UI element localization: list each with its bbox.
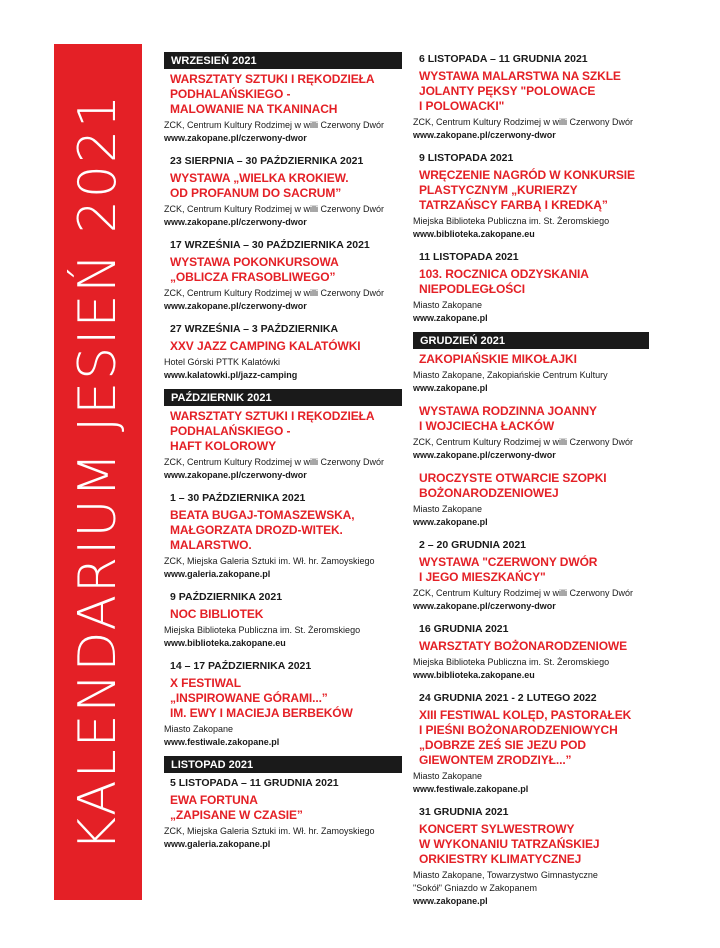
event-title-line: „ZAPISANE W CZASIE”	[170, 808, 303, 822]
page-title: KALENDARIUM JESIEŃ 2021	[68, 92, 128, 852]
event-title-line: PODHALAŃSKIEGO -	[170, 87, 291, 101]
event-item	[164, 409, 402, 482]
event-date: 1 – 30 PAŹDZIERNIKA 2021	[170, 492, 306, 504]
event-item	[413, 352, 649, 395]
event-title	[164, 255, 402, 285]
event-venue	[164, 119, 402, 132]
event-list	[164, 409, 402, 749]
event-venue	[413, 369, 649, 382]
event-list	[164, 72, 402, 382]
event-title-line: WYSTAWA POKONKURSOWA	[170, 255, 339, 269]
event-title-line: PLASTYCZNYM „KURIERZY	[419, 183, 578, 197]
event-title-line: WYSTAWA "CZERWONY DWÓR	[419, 555, 598, 569]
event-link[interactable]: www.zakopane.pl/czerwony-dwor	[164, 133, 307, 143]
event-item	[164, 238, 402, 313]
event-title-line: I WOJCIECHA ŁACKÓW	[419, 419, 555, 433]
event-title-line: NOC BIBLIOTEK	[170, 607, 264, 621]
event-venue-line: Hotel Górski PTTK Kalatówki	[164, 357, 281, 367]
event-title-line: I POLOWACKI"	[419, 99, 505, 113]
event-title	[164, 409, 402, 454]
event-venue-line: Miasto Zakopane	[164, 724, 234, 734]
event-title-line: IM. EWY I MACIEJA BERBEKÓW	[170, 706, 353, 720]
event-link[interactable]: www.zakopane.pl/czerwony-dwor	[164, 301, 307, 311]
event-title-line: JOLANTY PĘKSY "POLOWACE	[419, 84, 596, 98]
event-title-line: UROCZYSTE OTWARCIE SZOPKI	[419, 471, 607, 485]
event-title-line: BOŻONARODZENIOWEJ	[419, 486, 559, 500]
month-header: GRUDZIEŃ 2021	[413, 332, 649, 349]
event-title-line: „DOBRZE ZEŚ SIE JEZU POD	[419, 738, 586, 752]
event-venue-line: ZCK, Centrum Kultury Rodzimej w willi Czerwony Dwór	[164, 120, 385, 130]
event-title-line: „OBLICZA FRASOBLIWEGO”	[170, 270, 336, 284]
event-item	[413, 404, 649, 462]
event-link[interactable]: www.festiwale.zakopane.pl	[164, 737, 280, 747]
event-link[interactable]: www.zakopane.pl/czerwony-dwor	[164, 217, 307, 227]
event-venue	[164, 723, 402, 736]
event-title-line: WYSTAWA RODZINNA JOANNY	[419, 404, 597, 418]
event-venue-line: Miasto Zakopane, Towarzystwo Gimnastyczne	[413, 870, 598, 880]
event-venue-line: Miejska Biblioteka Publiczna im. St. Żeromskiego	[413, 216, 610, 226]
event-date: 16 GRUDNIA 2021	[419, 623, 509, 635]
event-title	[164, 508, 402, 553]
event-link[interactable]: www.zakopane.pl	[413, 517, 488, 527]
event-title-line: KONCERT SYLWESTROWY	[419, 822, 575, 836]
event-venue	[413, 116, 649, 129]
event-venue-line: ZCK, Centrum Kultury Rodzimej w willi Czerwony Dwór	[164, 204, 385, 214]
event-title-line: BEATA BUGAJ-TOMASZEWSKA,	[170, 508, 355, 522]
event-venue	[413, 770, 649, 783]
event-date: 5 LISTOPADA – 11 GRUDNIA 2021	[170, 777, 339, 789]
event-item	[164, 590, 402, 650]
event-title	[164, 72, 402, 117]
event-list	[413, 352, 649, 908]
event-list	[164, 776, 402, 851]
event-title-line: WARSZTATY SZTUKI I RĘKODZIEŁA	[170, 409, 375, 423]
event-title	[413, 822, 649, 867]
left-column	[164, 52, 402, 860]
event-title	[413, 352, 649, 367]
event-list	[413, 52, 649, 325]
event-title-line: ORKIESTRY KLIMATYCZNEJ	[419, 852, 582, 866]
event-link[interactable]: www.zakopane.pl/czerwony-dwor	[413, 130, 556, 140]
event-title	[413, 471, 649, 501]
event-title	[413, 69, 649, 114]
event-item	[413, 52, 649, 142]
event-item	[413, 622, 649, 682]
event-link[interactable]: www.zakopane.pl/czerwony-dwor	[164, 470, 307, 480]
event-title-line: „INSPIROWANE GÓRAMI...”	[170, 691, 328, 705]
event-venue	[164, 456, 402, 469]
event-venue	[413, 299, 649, 312]
event-title-line: WARSZTATY SZTUKI I RĘKODZIEŁA	[170, 72, 375, 86]
event-title-line: MALOWANIE NA TKANINACH	[170, 102, 338, 116]
event-title-line: OD PROFANUM DO SACRUM”	[170, 186, 342, 200]
event-venue	[413, 656, 649, 669]
event-title-line: EWA FORTUNA	[170, 793, 258, 807]
event-title	[164, 793, 402, 823]
event-date: 14 – 17 PAŹDZIERNIKA 2021	[170, 660, 312, 672]
event-title-line: PODHALAŃSKIEGO -	[170, 424, 291, 438]
month-header: WRZESIEŃ 2021	[164, 52, 402, 69]
event-venue	[413, 587, 649, 600]
event-link[interactable]: www.galeria.zakopane.pl	[164, 839, 271, 849]
event-title-line: XIII FESTIWAL KOLĘD, PASTORAŁEK	[419, 708, 632, 722]
event-venue-line: ZCK, Miejska Galeria Sztuki im. Wł. hr. Zamoyskiego	[164, 556, 375, 566]
event-title-line: WRĘCZENIE NAGRÓD W KONKURSIE	[419, 168, 635, 182]
event-venue-line: ZCK, Miejska Galeria Sztuki im. Wł. hr. Zamoyskiego	[164, 826, 375, 836]
event-date: 2 – 20 GRUDNIA 2021	[419, 539, 526, 551]
event-venue-line: ZCK, Centrum Kultury Rodzimej w willi Czerwony Dwór	[164, 288, 385, 298]
event-link[interactable]: www.zakopane.pl/czerwony-dwor	[413, 601, 556, 611]
event-title-line: WYSTAWA MALARSTWA NA SZKLE	[419, 69, 621, 83]
event-title-line: X FESTIWAL	[170, 676, 242, 690]
event-venue	[164, 825, 402, 838]
event-link[interactable]: www.zakopane.pl	[413, 313, 488, 323]
event-title-line: GIEWONTEM ZRODZIYŁ...”	[419, 753, 572, 767]
event-venue-line: Miasto Zakopane	[413, 771, 483, 781]
event-title-line: W WYKONANIU TATRZAŃSKIEJ	[419, 837, 600, 851]
event-venue-line: Miasto Zakopane, Zakopiańskie Centrum Kultury	[413, 370, 608, 380]
event-item	[164, 154, 402, 229]
event-link[interactable]: www.galeria.zakopane.pl	[164, 569, 271, 579]
event-link[interactable]: www.biblioteka.zakopane.eu	[413, 229, 535, 239]
event-item	[413, 691, 649, 796]
event-venue-line: Miasto Zakopane	[413, 504, 483, 514]
event-title-line: WYSTAWA „WIELKA KROKIEW.	[170, 171, 349, 185]
event-venue-line: "Sokół" Gniazdo w Zakopanem	[413, 883, 537, 893]
event-title	[164, 339, 402, 354]
event-venue-line: ZCK, Centrum Kultury Rodzimej w willi Czerwony Dwór	[413, 437, 634, 447]
event-venue-line: Miejska Biblioteka Publiczna im. St. Żeromskiego	[164, 625, 361, 635]
event-venue	[164, 555, 402, 568]
event-title	[413, 555, 649, 585]
event-date: 9 LISTOPADA 2021	[419, 152, 514, 164]
event-title-line: HAFT KOLOROWY	[170, 439, 277, 453]
event-title-line: I PIEŚNI BOŻONARODZENIOWYCH	[419, 723, 618, 737]
event-venue	[164, 624, 402, 637]
event-venue-line: ZCK, Centrum Kultury Rodzimej w willi Czerwony Dwór	[164, 457, 385, 467]
event-link[interactable]: www.zakopane.pl/czerwony-dwor	[413, 450, 556, 460]
month-header: PAŹDZIERNIK 2021	[164, 389, 402, 406]
event-link[interactable]: www.zakopane.pl	[413, 896, 488, 906]
event-title	[164, 676, 402, 721]
event-title	[164, 171, 402, 201]
event-venue	[164, 356, 402, 369]
event-title	[413, 267, 649, 297]
event-date: 31 GRUDNIA 2021	[419, 806, 509, 818]
event-date: 6 LISTOPADA – 11 GRUDNIA 2021	[419, 53, 588, 65]
event-title	[413, 404, 649, 434]
event-date: 11 LISTOPADA 2021	[419, 251, 519, 263]
event-venue-line: Miejska Biblioteka Publiczna im. St. Żeromskiego	[413, 657, 610, 667]
event-link[interactable]: www.kalatowki.pl/jazz-camping	[164, 370, 298, 380]
event-link[interactable]: www.biblioteka.zakopane.eu	[413, 670, 535, 680]
event-item	[164, 72, 402, 145]
event-link[interactable]: www.biblioteka.zakopane.eu	[164, 638, 286, 648]
event-title-line: I JEGO MIESZKAŃCY"	[419, 570, 546, 584]
event-title-line: TATRZAŃSCY FARBĄ I KREDKĄ”	[419, 198, 608, 212]
event-title	[413, 708, 649, 768]
event-date: 17 WRZEŚNIA – 30 PAŹDZIERNIKA 2021	[170, 239, 370, 251]
event-venue	[413, 503, 649, 516]
event-item	[413, 471, 649, 529]
event-title-line: MAŁGORZATA DROZD-WITEK.	[170, 523, 343, 537]
event-item	[164, 322, 402, 382]
event-venue	[413, 869, 649, 895]
event-date: 27 WRZEŚNIA – 3 PAŹDZIERNIKA	[170, 323, 339, 335]
event-item	[413, 538, 649, 613]
event-venue	[164, 203, 402, 216]
event-date: 9 PAŹDZIERNIKA 2021	[170, 591, 283, 603]
event-venue	[413, 436, 649, 449]
event-title-line: WARSZTATY BOŻONARODZENIOWE	[419, 639, 628, 653]
event-title-line: XXV JAZZ CAMPING KALATÓWKI	[170, 339, 361, 353]
event-title	[164, 607, 402, 622]
event-date: 24 GRUDNIA 2021 - 2 LUTEGO 2022	[419, 692, 597, 704]
event-link[interactable]: www.festiwale.zakopane.pl	[413, 784, 529, 794]
right-column	[413, 52, 649, 917]
event-title-line: 103. ROCZNICA ODZYSKANIA	[419, 267, 589, 281]
event-venue	[413, 215, 649, 228]
event-item	[413, 151, 649, 241]
event-item	[413, 250, 649, 325]
event-item	[164, 491, 402, 581]
event-title-line: MALARSTWO.	[170, 538, 252, 552]
event-title	[413, 168, 649, 213]
event-title-line: NIEPODLEGŁOŚCI	[419, 282, 525, 296]
event-item	[413, 805, 649, 908]
event-title	[413, 639, 649, 654]
event-venue-line: ZCK, Centrum Kultury Rodzimej w willi Czerwony Dwór	[413, 117, 634, 127]
event-title-line: ZAKOPIAŃSKIE MIKOŁAJKI	[419, 352, 577, 366]
event-link[interactable]: www.zakopane.pl	[413, 383, 488, 393]
event-venue-line: Miasto Zakopane	[413, 300, 483, 310]
month-header: LISTOPAD 2021	[164, 756, 402, 773]
event-item	[164, 659, 402, 749]
event-venue-line: ZCK, Centrum Kultury Rodzimej w willi Czerwony Dwór	[413, 588, 634, 598]
event-venue	[164, 287, 402, 300]
event-item	[164, 776, 402, 851]
event-date: 23 SIERPNIA – 30 PAŹDZIERNIKA 2021	[170, 155, 364, 167]
